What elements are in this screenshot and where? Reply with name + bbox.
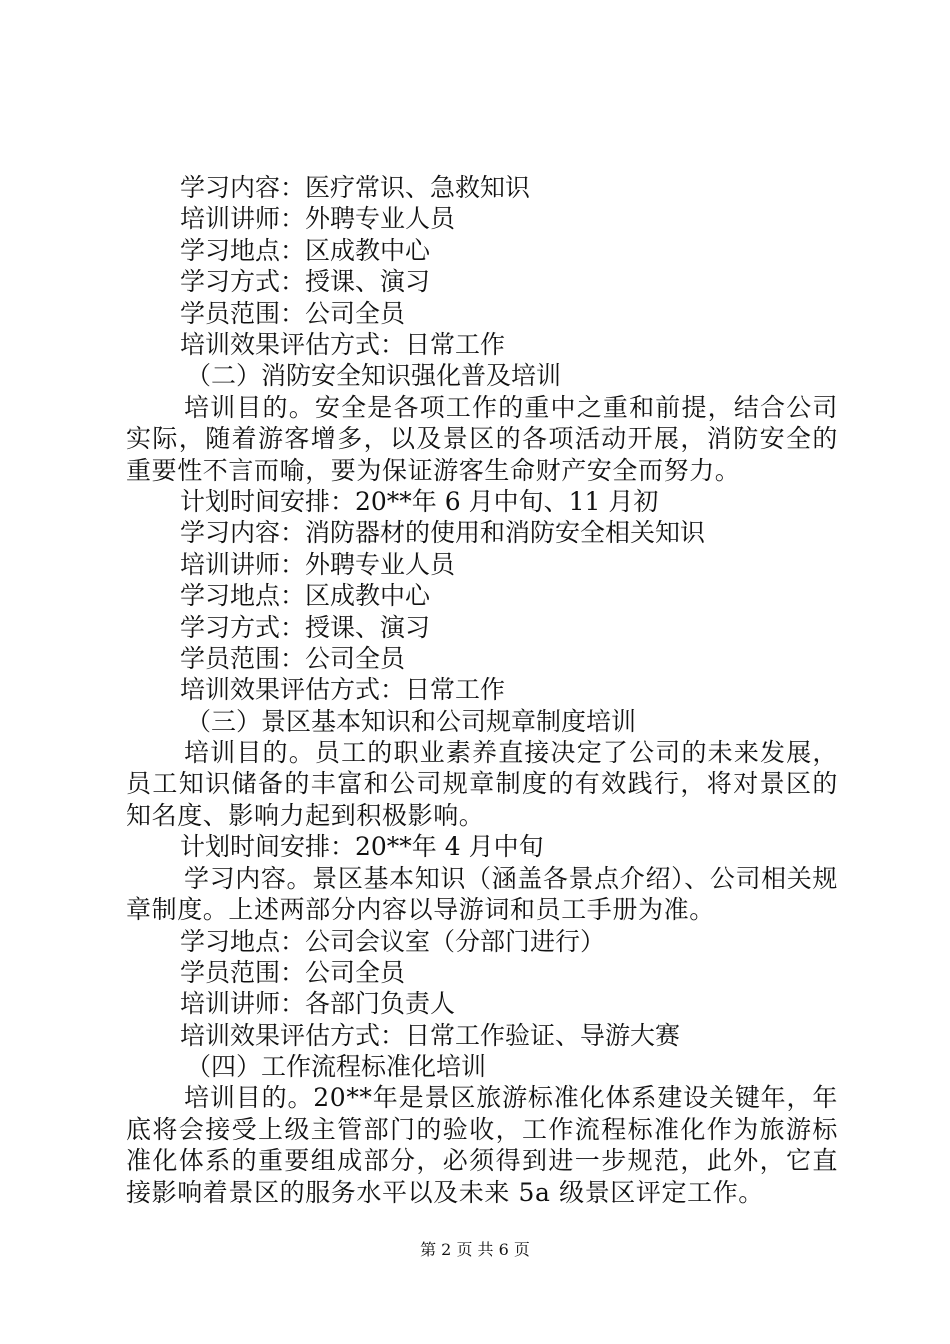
text-line: 学习方式：授课、演习 <box>180 612 431 642</box>
text-line: 学员范围：公司全员 <box>180 643 406 673</box>
paragraph: 培训目的。安全是各项工作的重中之重和前提，结合公司实际，随着游客增多，以及景区的各项活动开展，消防安全的重要性不言而喻，要为保证游客生命财产安全而努力。 <box>126 392 838 485</box>
section-heading: （二）消防安全知识强化普及培训 <box>186 361 562 391</box>
text-line: 学习内容：医疗常识、急救知识 <box>180 173 531 202</box>
text-line: 学习地点：区成教中心 <box>180 235 431 265</box>
section-heading: （四）工作流程标准化培训 <box>186 1052 487 1082</box>
text-line: 培训讲师：外聘专业人员 <box>180 549 456 579</box>
paragraph: 学习内容。景区基本知识（涵盖各景点介绍）、公司相关规章制度。上述两部分内容以导游词和员工手册为准。 <box>126 863 838 925</box>
text-line: 学员范围：公司全员 <box>180 957 406 987</box>
text-line: 学习方式：授课、演习 <box>180 267 431 297</box>
text-line: 培训讲师：外聘专业人员 <box>180 204 456 234</box>
section-heading: （三）景区基本知识和公司规章制度培训 <box>186 706 637 736</box>
text-line: 计划时间安排：20**年 6 月中旬、11 月初 <box>180 486 659 516</box>
page-footer: 第 2 页 共 6 页 <box>420 1240 530 1259</box>
text-line: 学习内容：消防器材的使用和消防安全相关知识 <box>180 518 706 548</box>
text-line: 培训效果评估方式：日常工作验证、导游大赛 <box>180 1020 681 1050</box>
text-line: 学员范围：公司全员 <box>180 298 406 328</box>
text-line: 学习地点：区成教中心 <box>180 581 431 611</box>
text-line: 学习地点：公司会议室（分部门进行） <box>180 926 606 956</box>
paragraph: 培训目的。20**年是景区旅游标准化体系建设关键年，年底将会接受上级主管部门的验收，工作流程标准化作为旅游标准化体系的重要组成部分，必须得到进一步规范，此外，它直接影响着景区的服务水平以及未来 5a 级景区评定工作。 <box>126 1083 838 1207</box>
text-line: 培训效果评估方式：日常工作 <box>180 675 506 705</box>
paragraph: 培训目的。员工的职业素养直接决定了公司的未来发展，员工知识储备的丰富和公司规章制度的有效践行，将对景区的知名度、影响力起到积极影响。 <box>126 738 838 830</box>
document-body <box>126 172 838 1208</box>
text-line: 培训讲师：各部门负责人 <box>180 989 456 1019</box>
text-line: 培训效果评估方式：日常工作 <box>180 329 506 359</box>
text-line: 计划时间安排：20**年 4 月中旬 <box>180 832 544 862</box>
